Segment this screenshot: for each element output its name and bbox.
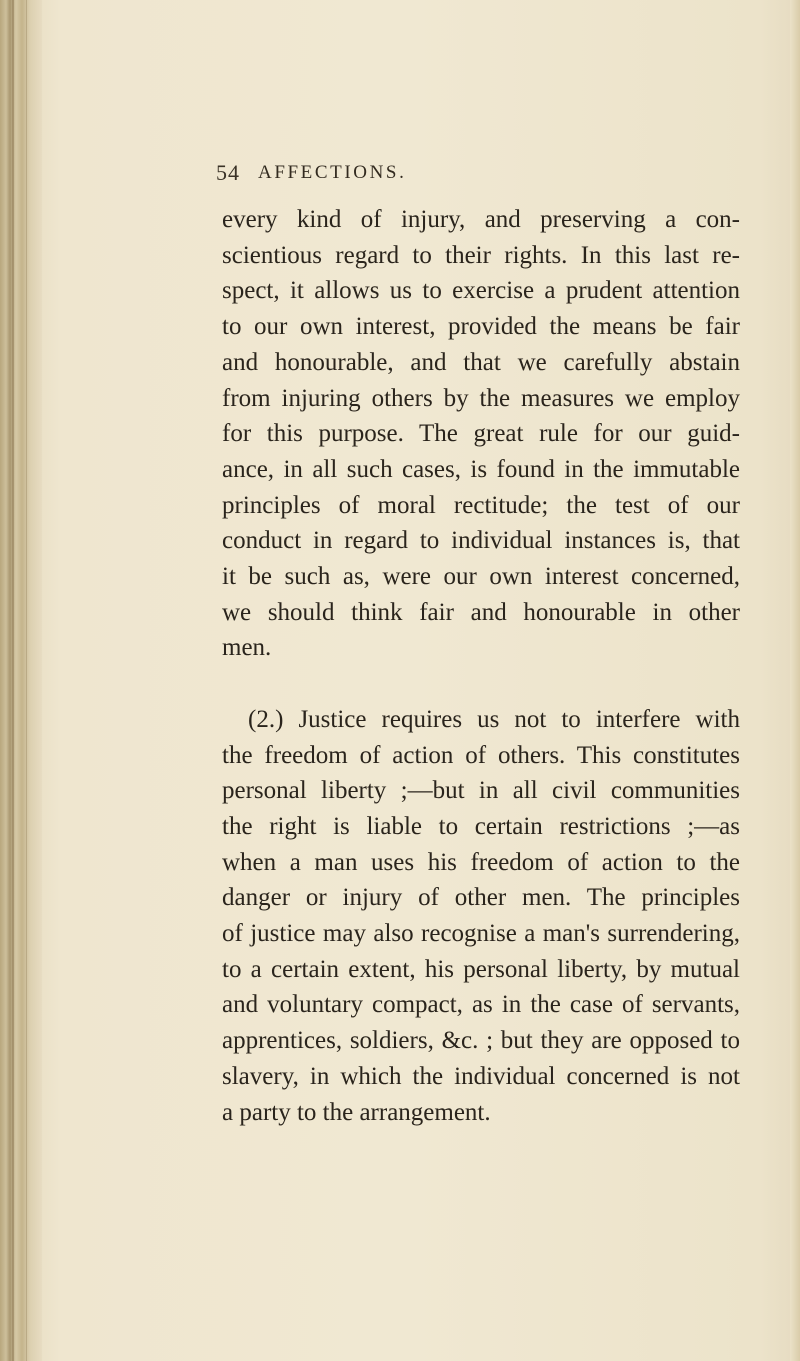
text-line: to our own interest, provided the means be fair — [222, 313, 740, 341]
text-line: for this purpose. The great rule for our guid- — [222, 420, 740, 448]
gutter-shadow-line — [26, 0, 27, 1361]
text-line: spect, it allows us to exercise a prudent attention — [222, 277, 740, 305]
text-line: apprentices, soldiers, &c. ; but they are opposed to — [222, 1027, 740, 1055]
text-line: danger or injury of other men. The principles — [222, 884, 740, 912]
text-line: principles of moral rectitude; the test of our — [222, 491, 740, 519]
text-line: the freedom of action of others. This constitutes — [222, 741, 740, 769]
paragraph-gap — [222, 666, 740, 702]
text-line: every kind of injury, and preserving a con- — [222, 206, 740, 233]
text-line: scientious regard to their rights. In this last re- — [222, 241, 740, 269]
page-number: 54 — [216, 160, 240, 185]
book-gutter — [0, 0, 42, 1361]
text-line: to a certain extent, his personal liberty, by mutual — [222, 955, 740, 983]
page-header — [0, 160, 800, 200]
body-text — [222, 202, 740, 1130]
gutter-shadow-line — [12, 0, 14, 1361]
text-line: men. — [222, 634, 272, 662]
paragraph — [222, 202, 740, 666]
text-line: of justice may also recognise a man's surrendering, — [222, 920, 740, 948]
text-line: when a man uses his freedom of action to the — [222, 848, 740, 876]
text-line: a party to the arrangement. — [222, 1098, 491, 1126]
running-head: AFFECTIONS. — [258, 162, 407, 183]
text-line: personal liberty ;—but in all civil communities — [222, 777, 740, 805]
text-line: ance, in all such cases, is found in the immutable — [222, 455, 740, 483]
text-line: conduct in regard to individual instances is, that — [222, 527, 740, 555]
text-line: from injuring others by the measures we employ — [222, 384, 740, 412]
text-line: and voluntary compact, as in the case of servants, — [222, 991, 740, 1019]
text-line: we should think fair and honourable in other — [222, 598, 740, 626]
page-edge — [790, 0, 800, 1361]
text-line: it be such as, were our own interest concerned, — [222, 563, 740, 591]
text-line: and honourable, and that we carefully abstain — [222, 348, 740, 376]
text-line: (2.) Justice requires us not to interfere with — [248, 705, 740, 733]
text-line: the right is liable to certain restrictions ;—as — [222, 812, 740, 840]
paragraph — [222, 702, 740, 1130]
text-line: slavery, in which the individual concerned is not — [222, 1062, 740, 1090]
